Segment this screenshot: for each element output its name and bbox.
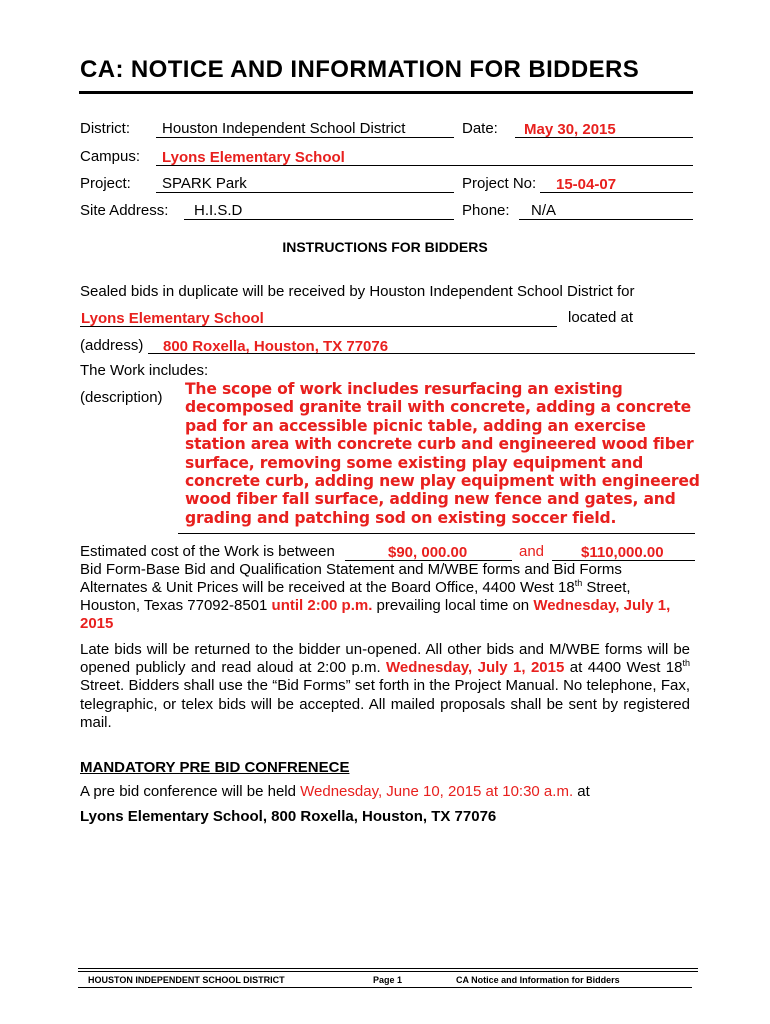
address-value: 800 Roxella, Houston, TX 77076: [163, 338, 389, 355]
page-title: CA: NOTICE AND INFORMATION FOR BIDDERS: [80, 56, 640, 83]
footer-document-title: CA Notice and Information for Bidders: [456, 975, 620, 985]
project-underline: [156, 192, 454, 193]
school-underline: [80, 326, 557, 327]
bid-forms-line1: Bid Form-Base Bid and Qualification Statement and M/WBE forms and Bid Forms: [80, 561, 622, 578]
project-no-value: 15-04-07: [556, 176, 617, 193]
estimate-and: and: [519, 543, 545, 560]
footer-district: HOUSTON INDEPENDENT SCHOOL DISTRICT: [88, 975, 285, 985]
address-label: (address): [80, 337, 144, 354]
work-includes-label: The Work includes:: [80, 362, 209, 379]
footer-rule-bottom: [78, 987, 692, 988]
project-no-underline: [540, 192, 693, 193]
bid-forms-line3: Houston, Texas 77092-8501 until 2:00 p.m. prevailing local time on Wednesday, July 1,: [80, 597, 671, 614]
campus-value: Lyons Elementary School: [162, 149, 345, 166]
located-at: located at: [568, 309, 634, 326]
project-no-label: Project No:: [462, 175, 537, 192]
campus-underline: [156, 165, 693, 166]
bid-forms-line2: Alternates & Unit Prices will be received at the Board Office, 4400 West 18th Street,: [80, 578, 631, 596]
bid-forms-paragraph: [80, 561, 695, 633]
instructions-heading: INSTRUCTIONS FOR BIDDERS: [282, 239, 488, 255]
district-value: Houston Independent School District: [162, 120, 406, 137]
mandatory-heading: MANDATORY PRE BID CONFRENECE: [80, 759, 350, 776]
site-address-underline: [184, 219, 454, 220]
pre-bid-location: Lyons Elementary School, 800 Roxella, Houston, TX 77076: [80, 808, 497, 825]
campus-label: Campus:: [80, 148, 141, 165]
sealed-bids-text: Sealed bids in duplicate will be received by Houston Independent School District for: [80, 283, 635, 300]
opening-date: Wednesday, July 1, 2015: [386, 659, 565, 677]
deadline-date: Wednesday, July 1,: [533, 597, 671, 614]
school-name: Lyons Elementary School: [81, 310, 264, 327]
estimate-low: $90, 000.00: [388, 544, 468, 561]
deadline-year: 2015: [80, 615, 114, 632]
address-underline: [148, 353, 695, 354]
district-underline: [156, 137, 454, 138]
estimate-high: $110,000.00: [581, 544, 664, 561]
description-text: The scope of work includes resurfacing an existing decomposed granite trail with concrete, adding a concrete pad for an accessible picnic table, adding an exercise station area with concrete curb and engineered wood fiber surface, removing some existing play equipment and concrete curb, adding new play equipment with engineered wood fiber fall surface, adding new fence and gates, and grading and patching sod on existing soccer field.: [185, 380, 700, 527]
pre-bid-date: Wednesday, June 10, 2015 at 10:30 a.m.: [300, 783, 574, 800]
phone-underline: [519, 219, 693, 220]
date-underline: [515, 137, 693, 138]
description-label: (description): [80, 389, 163, 406]
phone-label: Phone:: [462, 202, 510, 219]
district-label: District:: [80, 120, 130, 137]
late-bids-paragraph: Late bids will be returned to the bidder un-opened. All other bids and M/WBE forms will be opened publicly and read aloud at 2:00 p.m. Wednesday, July 1, 2015 at 4400 West 18th Street. Bidders shall use the “Bid Forms” set forth in the Project Manual. No telephone, Fax, telegraphic, or telex bids will be accepted. All mailed proposals shall be sent by registered mail.: [80, 641, 690, 731]
project-value: SPARK Park: [162, 175, 247, 192]
project-label: Project:: [80, 175, 131, 192]
description-underline: [178, 533, 695, 534]
site-address-value: H.I.S.D: [194, 202, 243, 219]
estimate-label: Estimated cost of the Work is between: [80, 543, 335, 560]
site-address-label: Site Address:: [80, 202, 169, 219]
title-rule: [79, 91, 693, 94]
footer-page-number: Page 1: [373, 975, 403, 985]
date-label: Date:: [462, 120, 498, 137]
footer-rule-top2: [78, 971, 698, 972]
date-value: May 30, 2015: [524, 121, 616, 138]
phone-value: N/A: [531, 202, 557, 219]
footer-rule-top: [78, 968, 698, 969]
deadline-time: until 2:00 p.m.: [271, 597, 373, 614]
pre-bid-text: A pre bid conference will be held Wednesday, June 10, 2015 at 10:30 a.m. at: [80, 783, 590, 800]
